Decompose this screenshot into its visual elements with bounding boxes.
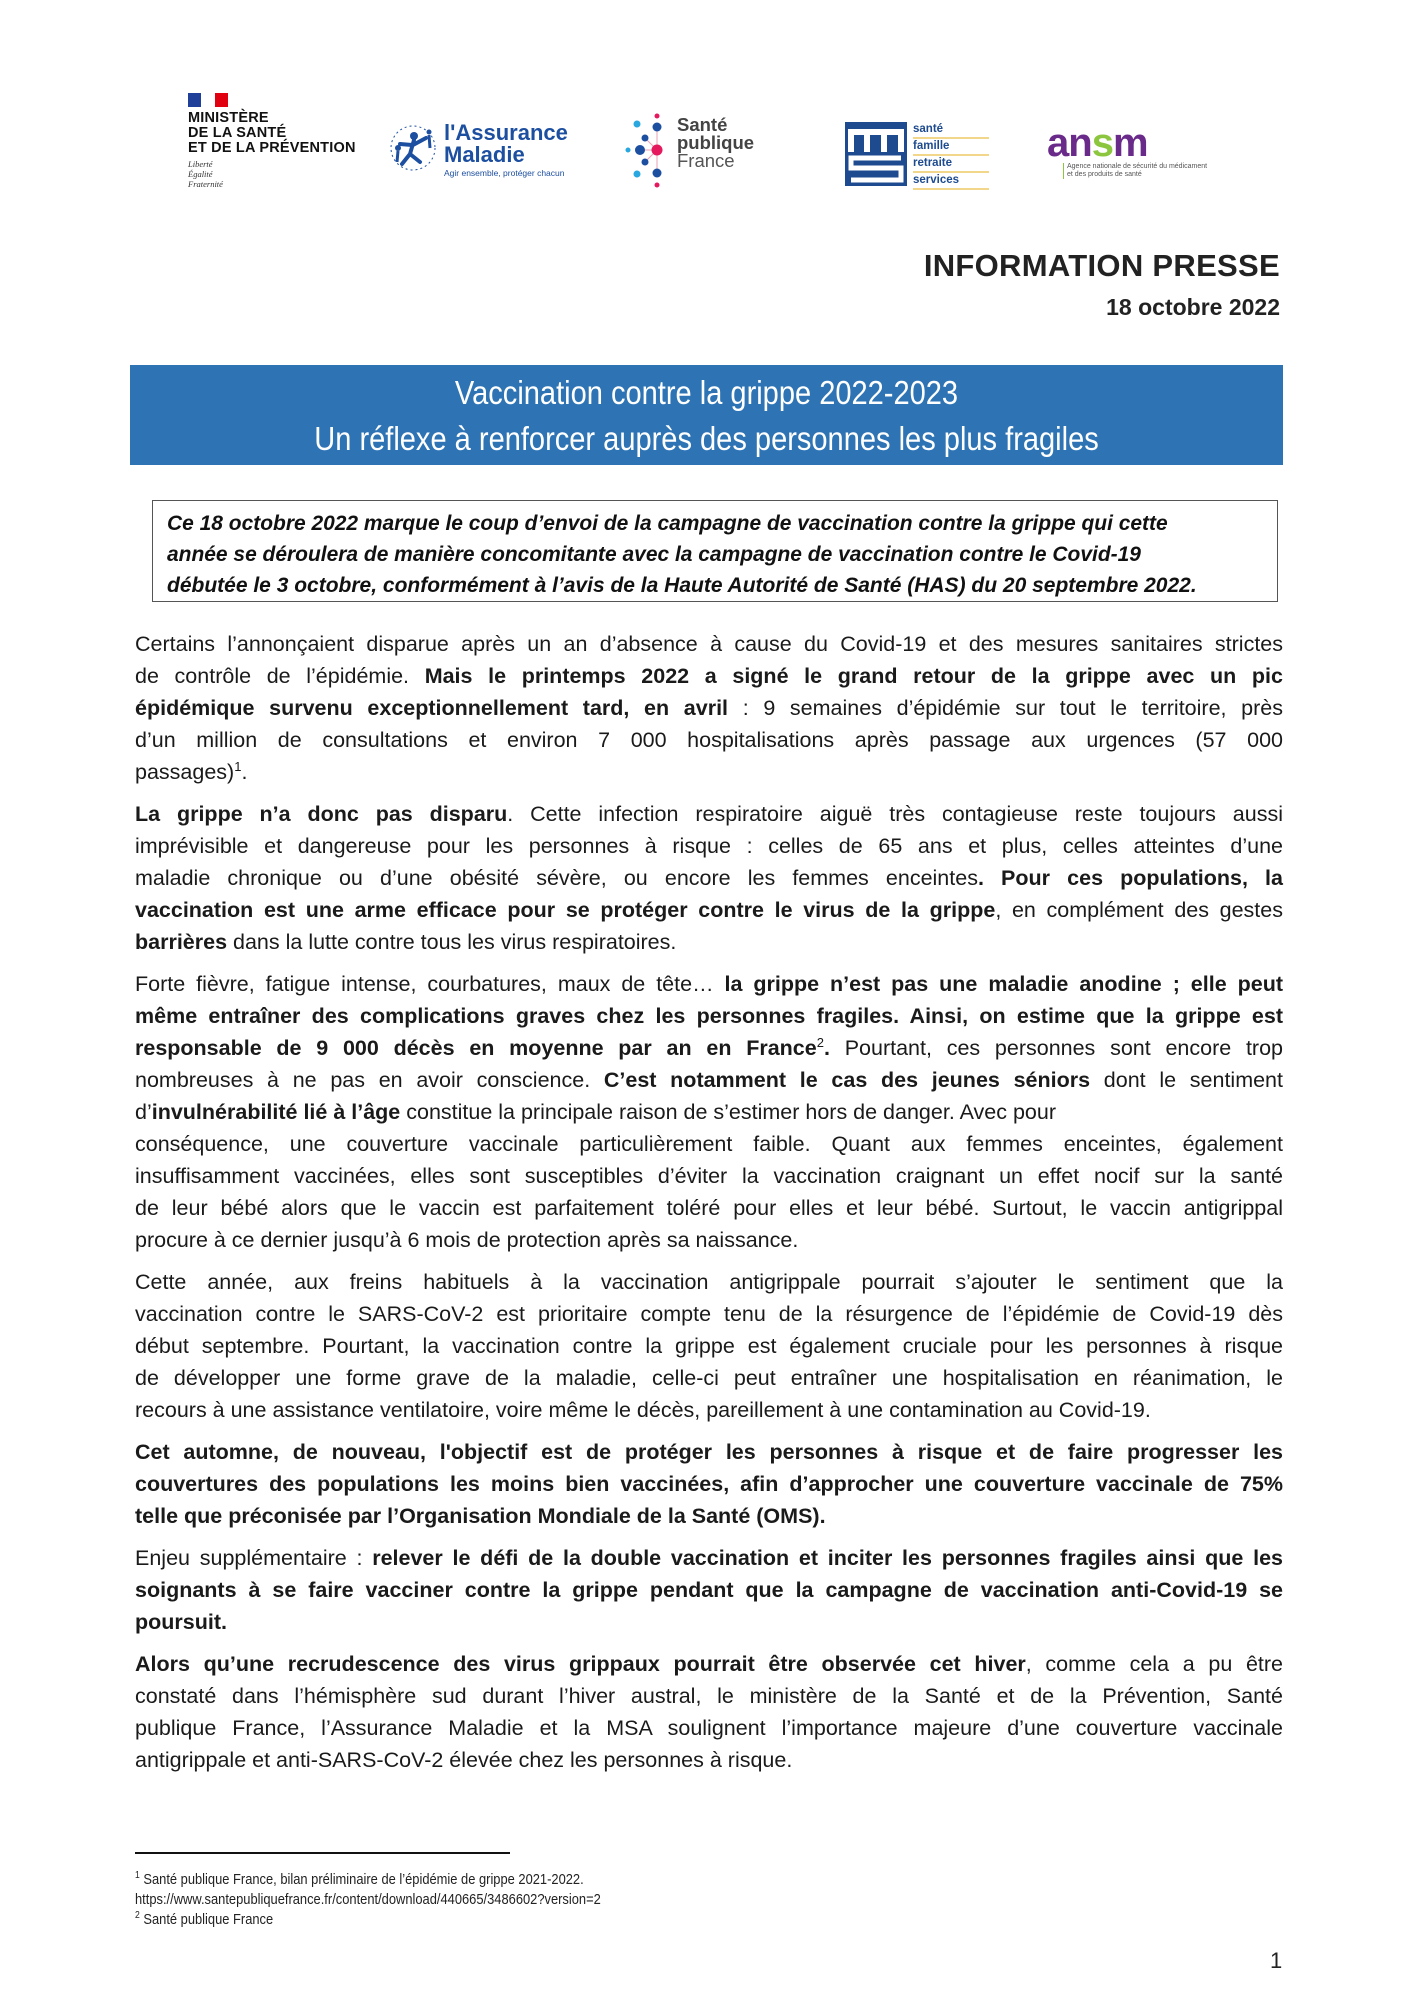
running-figures-icon	[388, 118, 438, 178]
ministere-name-line1: MINISTÈRE	[188, 110, 269, 126]
text-line: début septembre. Pourtant, la vaccination contre la grippe est également cruciale pour les personnes à risque	[135, 1334, 1283, 1358]
text-line: de développer une forme grave de la maladie, celle-ci peut entraîner une hospitalisation en réanimation, le	[135, 1366, 1283, 1390]
text-line: d’invulnérabilité lié à l’âge constitue la principale raison de s’estimer hors de danger. Avec pour	[135, 1100, 1056, 1124]
text-line: poursuit.	[135, 1610, 227, 1634]
text-line: nombreuses à ne pas en avoir conscience. C’est notamment le cas des jeunes séniors dont le sentiment	[135, 1068, 1283, 1092]
motto-egalite: Égalité	[188, 169, 213, 179]
msa-line-sante: santé	[913, 122, 989, 139]
molecule-dots-icon	[625, 110, 675, 190]
assurance-maladie-tagline: Agir ensemble, protéger chacun	[444, 168, 565, 178]
ansm-wordmark	[1047, 121, 1247, 165]
title-line1: Vaccination contre la grippe 2022-2023	[454, 374, 959, 411]
text-line: vaccination est une arme efficace pour se protéger contre le virus de la grippe, en complément des gestes	[135, 898, 1283, 922]
ansm-word-m: m	[1112, 121, 1148, 165]
intro-line: Ce 18 octobre 2022 marque le coup d’envoi de la campagne de vaccination contre la grippe qui cette	[167, 512, 1168, 535]
text-line: publique France, l’Assurance Maladie et la MSA soulignent l’importance majeure d’une couverture vaccinale	[135, 1716, 1283, 1740]
ministere-logo	[188, 93, 378, 203]
text-line: recours à une assistance ventilatoire, voire même le décès, pareillement à une contamination au Covid-19.	[135, 1398, 1151, 1422]
msa-letters-icon	[845, 122, 907, 186]
paragraph-6	[135, 1542, 1283, 1638]
ministere-name-line2: DE LA SANTÉ	[188, 125, 287, 141]
msa-line-retraite: retraite	[913, 156, 989, 173]
text-line: antigrippale et anti-SARS-CoV-2 élevée chez les personnes à risque.	[135, 1748, 793, 1772]
text-line: Cette année, aux freins habituels à la vaccination antigrippale pourrait s’ajouter le sentiment que la	[135, 1270, 1283, 1294]
text-line: Enjeu supplémentaire : relever le défi de la double vaccination et inciter les personnes fragiles ainsi que les	[135, 1546, 1283, 1570]
text-line: responsable de 9 000 décès en moyenne par an en France$^2$. Pourtant, ces personnes sont encore trop	[135, 1034, 1283, 1060]
paragraph-1	[135, 628, 1283, 788]
text-line: constaté dans l’hémisphère sud durant l’hiver austral, le ministère de la Santé et de la Prévention, Santé	[135, 1684, 1283, 1708]
text-line: barrières dans la lutte contre tous les virus respiratoires.	[135, 930, 677, 954]
title-line2: Un réflexe à renforcer auprès des personnes les plus fragiles	[314, 420, 1099, 457]
msa-logo	[845, 122, 995, 188]
french-flag-icon	[188, 93, 228, 107]
footnotes	[135, 1870, 677, 1930]
text-line: épidémique survenu exceptionnellement tard, en avril : 9 semaines d’épidémie sur tout le territoire, près	[135, 696, 1283, 720]
paragraph-3	[135, 968, 1283, 1256]
spf-line1: Santé	[677, 114, 728, 135]
paragraph-4	[135, 1266, 1283, 1426]
text-line: couvertures des populations les moins bien vaccinées, afin d’approcher une couverture vaccinale de 75%	[135, 1472, 1283, 1496]
text-line: Certains l’annonçaient disparue après un an d’absence à cause du Covid-19 et des mesures sanitaires strictes	[135, 632, 1283, 656]
title-banner	[130, 365, 1283, 465]
ansm-word-an: an	[1047, 121, 1092, 165]
msa-mark	[845, 122, 907, 186]
text-line: procure à ce dernier jusqu’à 6 mois de protection après sa naissance.	[135, 1228, 799, 1252]
text-line: de contrôle de l’épidémie. Mais le printemps 2022 a signé le grand retour de la grippe avec un pic	[135, 664, 1283, 688]
msa-mark-text: msa	[845, 122, 847, 123]
text-line: Cet automne, de nouveau, l'objectif est de protéger les personnes à risque et de faire progresser les	[135, 1440, 1283, 1464]
text-line: imprévisible et dangereuse pour les personnes à risque : celles de 65 ans et plus, celles atteintes d’une	[135, 834, 1283, 858]
paragraph-5	[135, 1436, 1283, 1532]
assurance-maladie-name-line2: Maladie	[444, 142, 525, 167]
ministere-name-line3: ET DE LA PRÉVENTION	[188, 140, 356, 156]
intro-box	[152, 500, 1278, 602]
text-line: passages)$^1$.	[135, 758, 248, 784]
footnote-1-url[interactable]: https://www.santepubliquefrance.fr/content/download/440665/3486602?version=2	[135, 1891, 601, 1908]
sante-publique-france-logo	[625, 110, 775, 190]
motto-fraternite: Fraternité	[188, 179, 223, 189]
press-release-date: 18 octobre 2022	[1106, 294, 1280, 320]
ansm-logo	[1047, 121, 1247, 185]
ansm-sub-line1: Agence nationale de sécurité du médicament	[1067, 163, 1208, 170]
msa-line-famille: famille	[913, 139, 989, 156]
ansm-sub-line2: et des produits de santé	[1067, 171, 1142, 178]
text-line: d’un million de consultations et environ 7 000 hospitalisations après passage aux urgences (57 000	[135, 728, 1283, 752]
footnote-separator	[135, 1852, 510, 1854]
text-line: de leur bébé alors que le vaccin est parfaitement toléré pour elles et leur bébé. Surtout, le vaccin antigrippal	[135, 1196, 1283, 1220]
assurance-maladie-logo	[388, 118, 588, 188]
text-line: soignants à se faire vacciner contre la grippe pendant que la campagne de vaccination anti-Covid-19 se	[135, 1578, 1283, 1602]
body-text	[135, 628, 1283, 1786]
spf-line2: publique	[677, 132, 755, 153]
footnote-ref-1[interactable]: 1	[234, 758, 242, 774]
paragraph-2	[135, 798, 1283, 958]
paragraph-7	[135, 1648, 1283, 1776]
assurance-maladie-name-line1: l'Assurance	[444, 120, 568, 145]
page-number: 1	[1270, 1948, 1283, 1973]
footnote-2: $^2$ Santé publique France	[135, 1910, 274, 1928]
text-line: La grippe n’a donc pas disparu. Cette infection respiratoire aiguë très contagieuse reste toujours aussi	[135, 802, 1283, 826]
text-line: Alors qu’une recrudescence des virus grippaux pourrait être observée cet hiver, comme cela a pu être	[135, 1652, 1283, 1676]
text-line: telle que préconisée par l’Organisation Mondiale de la Santé (OMS).	[135, 1504, 826, 1528]
intro-line: année se déroulera de manière concomitante avec la campagne de vaccination contre le Covid-19	[167, 543, 1141, 566]
text-line: Forte fièvre, fatigue intense, courbatures, maux de tête… la grippe n’est pas une maladie anodine ; elle peut	[135, 972, 1283, 996]
text-line: insuffisamment vaccinées, elles sont susceptibles d’éviter la vaccination craignant un effet nocif sur la santé	[135, 1164, 1283, 1188]
ansm-word-s: s	[1091, 121, 1113, 165]
spf-line3: France	[677, 150, 735, 171]
press-release-label: INFORMATION PRESSE	[923, 248, 1280, 283]
text-line: conséquence, une couverture vaccinale particulièrement faible. Quant aux femmes enceintes, également	[135, 1132, 1283, 1156]
text-line: maladie chronique ou d’une obésité sévère, ou encore les femmes enceintes. Pour ces populations, la	[135, 866, 1283, 890]
footnote-1: $^1$ Santé publique France, bilan préliminaire de l’épidémie de grippe 2021-2022.	[135, 1870, 584, 1888]
intro-line: débutée le 3 octobre, conformément à l’avis de la Haute Autorité de Santé (HAS) du 20 septembre 2022.	[167, 574, 1197, 597]
footnote-ref-2[interactable]: 2	[816, 1034, 824, 1050]
text-line: vaccination contre le SARS-CoV-2 est prioritaire compte tenu de la résurgence de l’épidémie de Covid-19 dès	[135, 1302, 1283, 1326]
text-line: même entraîner des complications graves chez les personnes fragiles. Ainsi, on estime que la grippe est	[135, 1004, 1283, 1028]
msa-line-services: services	[913, 173, 989, 190]
motto-liberte: Liberté	[188, 159, 213, 169]
